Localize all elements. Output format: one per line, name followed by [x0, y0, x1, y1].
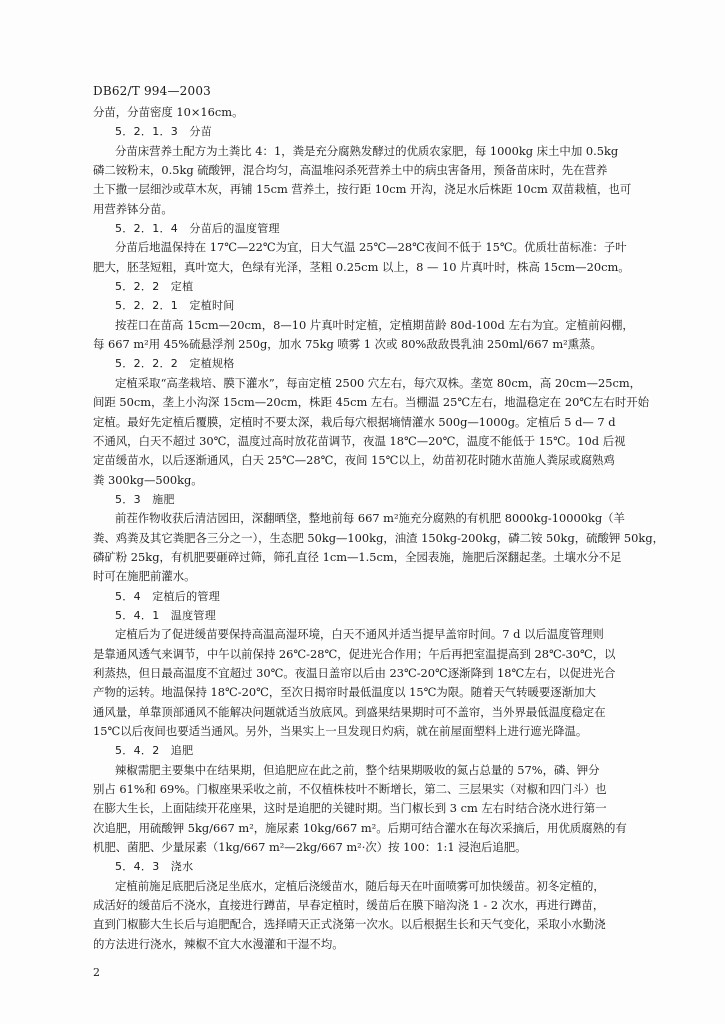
paragraph-first-line: 前茬作物收获后清洁园田，深翻晒垡，整地前每 667 m²施充分腐熟的有机肥 8000kg-10000kg（羊 [115, 511, 625, 526]
section-heading: 5．2．2 定植 [115, 280, 194, 294]
paragraph-line: 时可在施肥前灌水。 [93, 569, 196, 584]
section-heading: 5．4．3 浇水 [115, 860, 194, 874]
paragraph-first-line: 定植后为了促进缓苗要保持高温高湿环境，白天不通风并适当提早盖帘时间。7 d 以后温度管理则 [115, 627, 604, 642]
section-heading: 5．2．1．4 分苗后的温度管理 [115, 222, 280, 236]
paragraph-line: 间距 50cm，垄上小沟深 15cm—20cm，株距 45cm 左右。当棚温 25℃左右，地温稳定在 20℃左右时开始 [93, 395, 650, 410]
standard-code-header: DB62/T 994—2003 [93, 84, 212, 98]
paragraph-line: 成活好的缓苗后不浇水，直接进行蹲苗，早春定植时，缓苗后在膜下暗沟浇 1 - 2 次水，再进行蹲苗， [93, 898, 605, 913]
paragraph-line: 不通风，白天不超过 30℃，温度过高时放花苗调节，夜温 18℃—20℃，温度不能低于 15℃。10d 后视 [93, 433, 626, 448]
paragraph-line: 产物的运转。地温保持 18℃-20℃，至次日揭帘时最低温度以 15℃为限。随着天气转暖要逐渐加大 [93, 685, 596, 700]
paragraph-line: 磷矿粉 25kg，有机肥要砸碎过筛，筛孔直径 1cm—1.5cm，全园表施，施肥后深翻起垄。土壤水分不足 [93, 549, 622, 564]
paragraph-line: 别占 61%和 69%。门椒座果采收之前，不仅植株枝叶不断增长，第二、三层果实（对椒和四门斗）也 [93, 782, 607, 797]
paragraph-line: 粪 300kg—500kg。 [93, 472, 203, 487]
paragraph-first-line: 分苗床营养土配方为土粪比 4：1，粪是充分腐熟发酵过的优质农家肥，每 1000kg 床土中加 0.5kg [115, 143, 619, 158]
section-heading: 5．3 施肥 [115, 492, 175, 506]
paragraph-first-line: 定植采取“高垄栽培、膜下灌水”，每亩定植 2500 穴左右，每穴双株。垄宽 80cm，高 20cm—25cm， [115, 375, 642, 390]
paragraph-line: 用营养钵分苗。 [93, 201, 173, 216]
paragraph-line: 通风量，单靠顶部通风不能解决问题就适当放底风。到盛果结果期时可不盖帘，当外界最低温度稳定在 [93, 704, 606, 719]
paragraph-line: 每 667 m²用 45%硫悬浮剂 250g，加水 75kg 喷雾 1 次或 80%敌敌畏乳油 250ml/667 m²熏蒸。 [93, 337, 602, 352]
section-heading: 5．4．2 追肥 [115, 744, 194, 758]
paragraph-line: 定植。最好先定植后覆膜，定植时不要太深，栽后每穴根据墒情灌水 500g—1000g。定植后 5 d— 7 d [93, 414, 616, 429]
section-heading: 5．4．1 温度管理 [115, 608, 216, 622]
paragraph-first-line: 辣椒需肥主要集中在结果期，但追肥应在此之前，整个结果期吸收的氮占总量的 57%，磷、钾分 [115, 762, 600, 777]
section-heading: 5．4 定植后的管理 [115, 589, 220, 603]
paragraph-line: 的方法进行浇水，辣椒不宜大水漫灌和干湿不均。 [93, 936, 344, 951]
document-body [93, 103, 666, 954]
section-heading: 5．2．2．1 定植时间 [115, 299, 235, 313]
paragraph-line: 利蒸热，但日最高温度不宜超过 30℃。夜温日盖帘以后由 23℃-20℃逐渐降到 18℃左右，以促进光合 [93, 665, 616, 680]
paragraph-line: 直到门椒膨大生长后与追肥配合，选择晴天正式浇第一次水。以后根据生长和天气变化，采取小水勤浇 [93, 917, 606, 932]
paragraph-line: 粪、鸡粪及其它粪肥各三分之一），生态肥 50kg—100kg，油渣 150kg-200kg，磷二铵 50kg，硫酸钾 50kg， [93, 530, 665, 545]
paragraph-line: 定苗缓苗水，以后逐渐通风，白天 25℃—28℃，夜间 15℃以上，幼苗初花时随水苗施人粪尿或腐熟鸡 [93, 453, 615, 468]
paragraph-first-line: 分苗后地温保持在 17℃—22℃为宜，日大气温 25℃—28℃夜间不低于 15℃。优质壮苗标准：子叶 [115, 240, 627, 255]
section-heading: 5．2．2．2 定植规格 [115, 357, 235, 371]
paragraph-line: 是靠通风透气来调节，中午以前保持 26℃-28℃，促进光合作用；午后再把室温提高到 28℃-30℃，以 [93, 646, 616, 661]
paragraph-line: 磷二铵粉末，0.5kg 硫酸钾，混合均匀，高温堆闷杀死营养土中的病虫害备用，预备苗床时，先在营养 [93, 163, 608, 178]
paragraph-line: 在膨大生长，上面陆续开花座果，这时是追肥的关键时期。当门椒长到 3 cm 左右时结合浇水进行第一 [93, 801, 607, 816]
paragraph-line: 次追肥，用硫酸钾 5kg/667 m²，施尿素 10kg/667 m²。后期可结合灌水在每次采摘后，用优质腐熟的有 [93, 820, 627, 835]
section-heading: 5．2．1．3 分苗 [115, 125, 212, 139]
paragraph-first-line: 按茬口在苗高 15cm—20cm，8—10 片真叶时定植，定植期苗龄 80d-100d 左右为宜。定植前闷棚， [115, 317, 634, 332]
paragraph-line: 土下撒一层细沙或草木灰，再铺 15cm 营养土，按行距 10cm 开沟，浇足水后株距 10cm 双苗栽植，也可 [93, 182, 632, 197]
paragraph-first-line: 定植前施足底肥后浇足坐底水，定植后浇缓苗水，随后每天在叶面喷雾可加快缓苗。初冬定植的， [115, 878, 605, 893]
paragraph-line: 分苗，分苗密度 10×16cm。 [93, 105, 244, 119]
paragraph-line: 肥大，胚茎短粗，真叶宽大，色绿有光泽，茎粗 0.25cm 以上，8 — 10 片真叶时，株高 15cm—20cm。 [93, 259, 630, 274]
paragraph-line: 机肥、菌肥、少量尿素（1kg/667 m²—2kg/667 m²·次）按 100：1:1 浸泡后追肥。 [93, 840, 527, 855]
paragraph-line: 15℃以后夜间也要适当通风。另外，当果实上一旦发现日灼病，就在前屋面塑料上进行遮光降温。 [93, 724, 588, 738]
page-number: 2 [93, 966, 100, 979]
